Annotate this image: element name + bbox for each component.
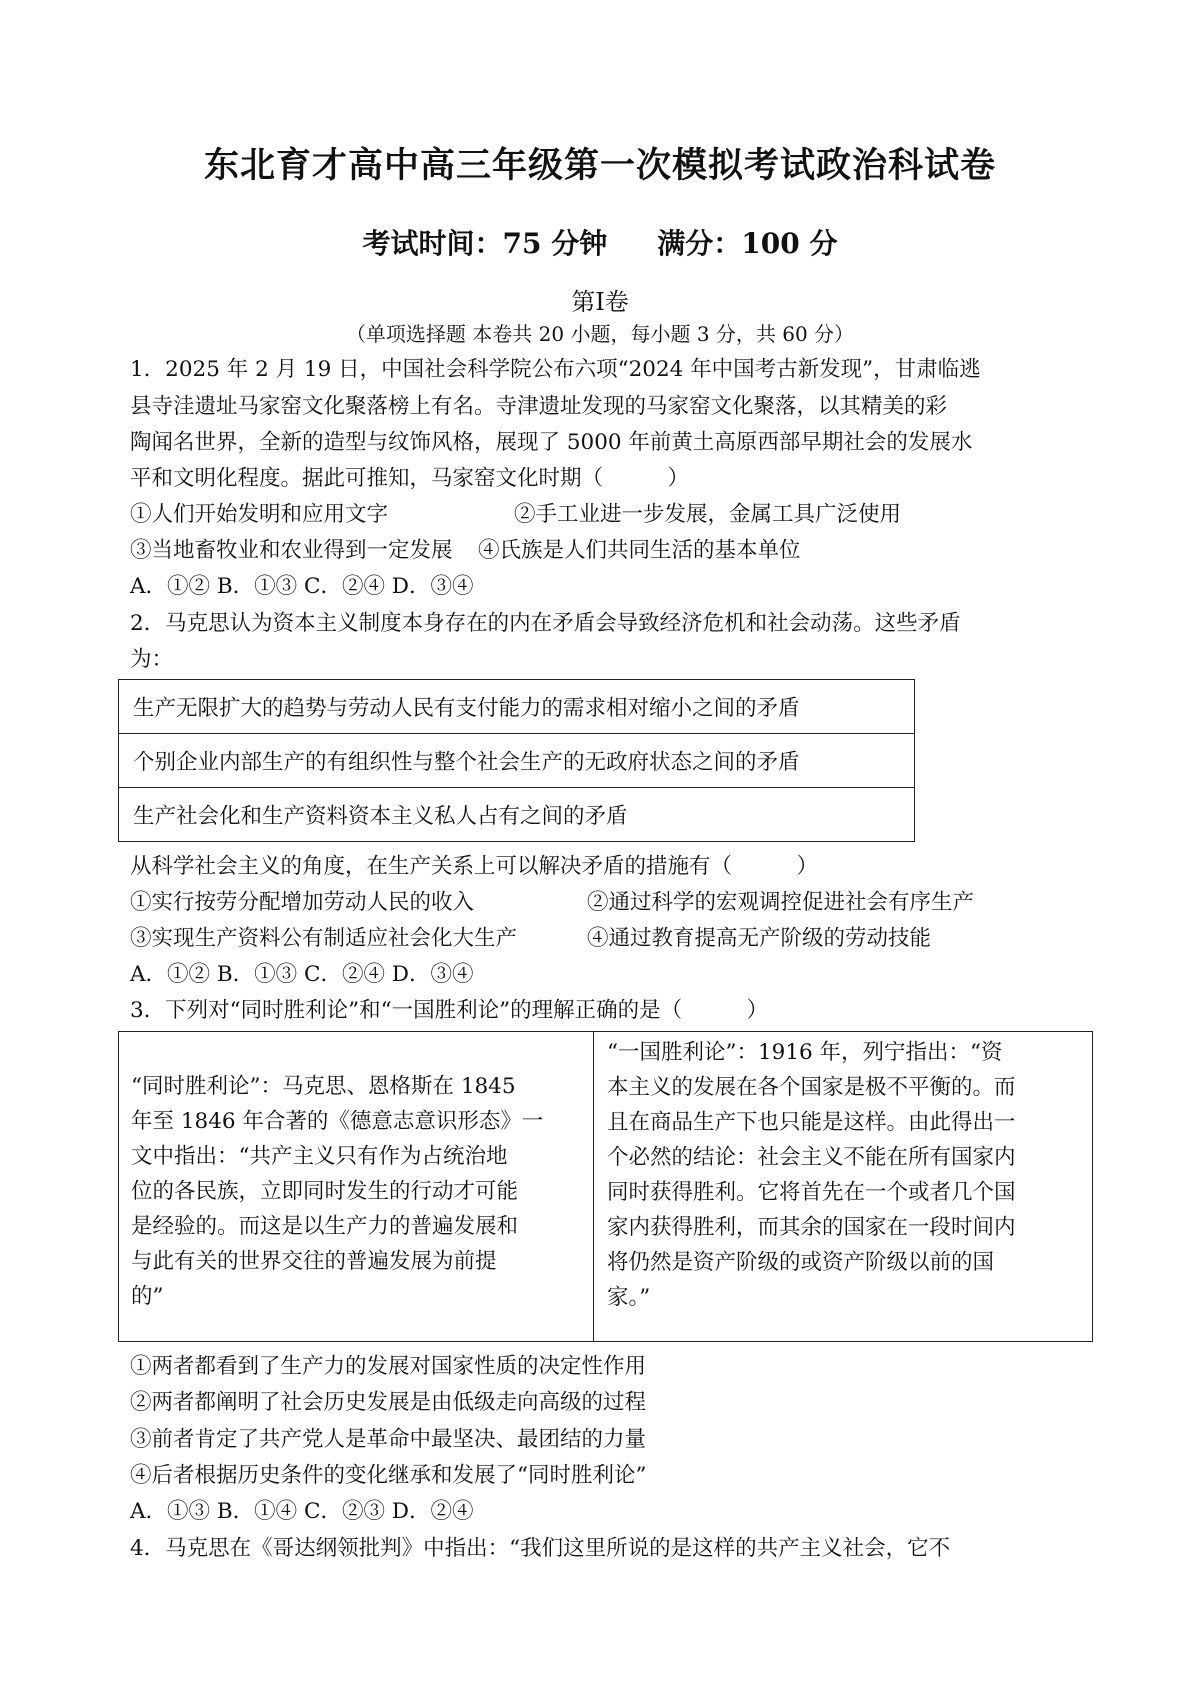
q3-answers: A．①③ B．①④ C．②③ D．②④ — [130, 1499, 474, 1524]
left-cell-line: 的” — [131, 1284, 164, 1309]
q4-line: 4．马克思在《哥达纲领批判》中指出：“我们这里所说的是这样的共产主义社会，它不 — [130, 1536, 951, 1561]
q1-line: 陶闻名世界，全新的造型与纹饰风格，展现了 5000 年前黄土高原西部早期社会的发展水 — [130, 430, 973, 455]
q2-contradictions-table — [118, 679, 915, 842]
q3-left-cell — [131, 1069, 543, 1314]
exam-title: 东北育才高中高三年级第一次模拟考试政治科试卷 — [203, 146, 996, 186]
q1-answers: A．①② B．①③ C．②④ D．③④ — [130, 574, 474, 599]
right-cell-line: 本主义的发展在各个国家是极不平衡的。而 — [607, 1075, 1016, 1100]
q3-quote-table — [118, 1031, 1093, 1342]
table-row — [119, 788, 915, 842]
right-cell-line: “一国胜利论”：1916 年，列宁指出：“资 — [607, 1040, 1003, 1065]
right-cell-line: 且在商品生产下也只能是这样。由此得出一 — [607, 1110, 1016, 1135]
volume-heading: 第Ⅰ卷 — [571, 288, 629, 316]
table-cell: 个别企业内部生产的有组织性与整个社会生产的无政府状态之间的矛盾 — [119, 734, 915, 788]
left-cell-line: 与此有关的世界交往的普遍发展为前提 — [131, 1249, 497, 1274]
q3-stem: 3．下列对“同时胜利论”和“一国胜利论”的理解正确的是（ ） — [130, 998, 769, 1023]
q3-option-4: ④后者根据历史条件的变化继承和发展了“同时胜利论” — [130, 1463, 647, 1488]
left-cell-line: 是经验的。而这是以生产力的普遍发展和 — [131, 1214, 519, 1239]
q2-option-4: ④通过教育提高无产阶级的劳动技能 — [587, 926, 932, 951]
table-cell: 生产社会化和生产资料资本主义私人占有之间的矛盾 — [119, 788, 915, 842]
left-cell-line: 年至 1846 年合著的《德意志意识形态》一 — [131, 1109, 544, 1134]
left-cell-line: 位的各民族，立即同时发生的行动才可能 — [131, 1179, 519, 1204]
right-cell-line: 将仍然是资产阶级的或资产阶级以前的国 — [607, 1250, 995, 1275]
q1-option-1: ①人们开始发明和应用文字 — [130, 502, 389, 527]
q2-option-2: ②通过科学的宏观调控促进社会有序生产 — [587, 890, 975, 915]
exam-score: 满分：100 分 — [657, 227, 838, 260]
q2-answers: A．①② B．①③ C．②④ D．③④ — [130, 962, 474, 987]
right-cell-line: 家。” — [607, 1285, 651, 1310]
table-row — [119, 680, 915, 734]
left-cell-line: 文中指出：“共产主义只有作为占统治地 — [131, 1144, 508, 1169]
volume-note: （单项选择题 本卷共 20 小题，每小题 3 分，共 60 分） — [345, 322, 855, 346]
q1-line: 1．2025 年 2 月 19 日，中国社会科学院公布六项“2024 年中国考古新发现”，甘肃临逃 — [130, 357, 981, 382]
right-cell-line: 家内获得胜利，而其余的国家在一段时间内 — [607, 1215, 1016, 1240]
q1-option-2: ②手工业进一步发展，金属工具广泛使用 — [514, 502, 902, 527]
table-row — [119, 734, 915, 788]
q2-stem: 从科学社会主义的角度，在生产关系上可以解决矛盾的措施有（ ） — [130, 854, 819, 879]
left-cell-line: “同时胜利论”：马克思、恩格斯在 1845 — [131, 1074, 516, 1099]
q2-option-3: ③实现生产资料公有制适应社会化大生产 — [130, 926, 518, 951]
table-cell: 生产无限扩大的趋势与劳动人民有支付能力的需求相对缩小之间的矛盾 — [119, 680, 915, 734]
q1-option-3: ③当地畜牧业和农业得到一定发展 — [130, 538, 453, 563]
q3-option-1: ①两者都看到了生产力的发展对国家性质的决定性作用 — [130, 1354, 647, 1379]
q2-line: 2．马克思认为资本主义制度本身存在的内在矛盾会导致经济危机和社会动荡。这些矛盾 — [130, 611, 961, 636]
table-divider — [593, 1032, 594, 1341]
q2-line: 为： — [130, 647, 174, 672]
q1-line: 平和文明化程度。据此可推知，马家窑文化时期（ ） — [130, 466, 690, 491]
q3-right-cell — [607, 1035, 1016, 1315]
q3-option-2: ②两者都阐明了社会历史发展是由低级走向高级的过程 — [130, 1390, 647, 1415]
right-cell-line: 个必然的结论：社会主义不能在所有国家内 — [607, 1145, 1016, 1170]
right-cell-line: 同时获得胜利。它将首先在一个或者几个国 — [607, 1180, 1016, 1205]
q2-option-1: ①实行按劳分配增加劳动人民的收入 — [130, 890, 475, 915]
exam-time: 考试时间：75 分钟 — [362, 227, 608, 260]
q3-option-3: ③前者肯定了共产党人是革命中最坚决、最团结的力量 — [130, 1427, 647, 1452]
q1-option-4: ④氏族是人们共同生活的基本单位 — [478, 538, 801, 563]
exam-info — [0, 222, 1200, 262]
q1-line: 县寺洼遗址马家窑文化聚落榜上有名。寺津遗址发现的马家窑文化聚落，以其精美的彩 — [130, 394, 948, 419]
